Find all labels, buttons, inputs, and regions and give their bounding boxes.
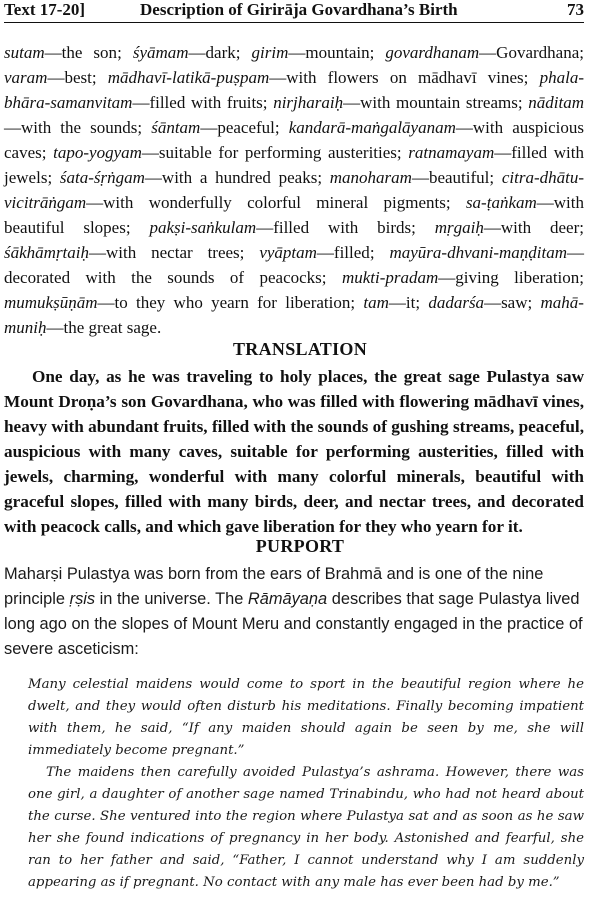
synonym-entry: vyāptam—filled [259,243,370,262]
translation-heading: TRANSLATION [233,339,367,359]
synonym-entry: sutam—the son [4,43,118,62]
quote-paragraph-1: Many celestial maidens would come to sport in the beautiful region where he dwelt, and they would often disturb his meditations. Finally becoming impatient with them, he said, “If any maiden should again be seen by me, she will immediately become pregnant.” [28,677,584,758]
synonym-meaning: to they who yearn for liberation [114,293,351,312]
synonym-meaning: with auspicious caves [4,118,584,162]
synonym-term: manoharam [329,168,412,187]
synonym-meaning: filled [333,243,370,262]
synonym-term: mṛgaiḥ [434,218,484,237]
synonym-entry: dadarśa—saw [428,293,528,312]
page-header [4,0,584,23]
synonym-entry: tapo-yogyam—suitable for performing austerities [53,143,397,162]
synonym-meaning: peaceful [217,118,275,137]
synonym-term: girim [251,43,289,62]
synonym-meaning: it [405,293,416,312]
synonym-entry: varam—best [4,68,92,87]
synonym-term: mahā-muniḥ [4,293,584,337]
synonym-meaning: the great sage [63,318,157,337]
synonym-entry: śyāmam—dark [132,43,236,62]
synonym-term: śyāmam [132,43,189,62]
synonym-entry: nirjharaiḥ—with mountain streams [273,93,518,112]
synonym-entry: mayūra-dhvani-maṇḍitam—decorated with the sounds of peacocks [4,243,584,287]
synonym-term: phala-bhāra-samanvitam [4,68,584,112]
synonym-meaning: dark [205,43,236,62]
purport-heading: PURPORT [255,536,345,556]
synonym-meaning: giving liberation [455,268,580,287]
synonym-meaning: beautiful [428,168,490,187]
synonym-entry: govardhanam—Govardhana [385,43,580,62]
synonym-entry: mṛgaiḥ—with deer [434,218,580,237]
synonym-term: mayūra-dhvani-maṇḍitam [389,243,567,262]
synonym-entry: mumukṣūṇām—to they who yearn for liberation [4,293,351,312]
synonym-term: vyāptam [259,243,317,262]
synonym-meaning: Govardhana [496,43,580,62]
synonym-meaning: mountain [305,43,370,62]
synonym-meaning: the son [61,43,118,62]
synonym-entry: mukti-pradam—giving liberation [341,268,580,287]
quote-paragraph-2: The maidens then carefully avoided Pulastya’s ashrama. However, there was one girl, a daughter of another sage named Trinabindu, who had not heard about the curse. She ventured into the region where Pulastya sat and as soon as he saw her she found indications of pregnancy in her body. Astonished and fearful, she ran to her father and said, “Father, I cannot understand why I am suddenly appearing as if pregnant. No contact with any male has ever been had by me.” [28,765,584,890]
synonym-meaning: with wonderfully colorful mineral pigments [103,193,446,212]
synonym-entry: manoharam—beautiful [329,168,490,187]
synonym-meaning: filled with birds [273,218,412,237]
synonym-meaning: with mountain streams [360,93,518,112]
synonym-meaning: with the sounds [21,118,138,137]
synonym-entry: girim—mountain [251,43,370,62]
synonym-meaning: with beautiful slopes [4,193,584,237]
synonym-term: tapo-yogyam [53,143,142,162]
synonym-entry: mādhavī-latikā-puṣpam—with flowers on mādhavī vines [107,68,524,87]
synonym-term: varam [4,68,48,87]
synonym-term: mādhavī-latikā-puṣpam [107,68,270,87]
purport-section [4,562,584,662]
synonym-meaning: with deer [500,218,580,237]
synonym-meaning: filled with fruits [149,93,263,112]
synonym-meaning: suitable for performing austerities [158,143,397,162]
synonym-entry: śāntam—peaceful [151,118,275,137]
synonym-meaning: with flowers on mādhavī vines [286,68,524,87]
chapter-title: Description of Girirāja Govardhana’s Birth [140,0,458,19]
purport-paragraph: Maharṣi Pulastya was born from the ears of Brahmā and is one of the nine principle ṛṣis in the universe. The Rāmāyaṇa describes that sage Pulastya lived long ago on the slopes of Mount Meru and constantly engaged in the practice of severe asceticism: [4,565,583,658]
synonym-entry: kandarā-maṅgalāyanam—with auspicious caves [4,118,584,162]
term-ramayana: Rāmāyaṇa [247,590,328,608]
synonym-entry: citra-dhātu-vicitrāṅgam—with wonderfully colorful mineral pigments [4,168,584,212]
synonym-entry: pakṣi-saṅkulam—filled with birds [149,218,412,237]
synonym-entry: ratnamayam—filled with jewels [4,143,584,187]
synonym-term: ratnamayam [408,143,495,162]
term-rsis: ṛṣis [69,590,96,608]
synonym-term: govardhanam [385,43,480,62]
synonym-term: kandarā-maṅgalāyanam [288,118,456,137]
synonym-entry: phala-bhāra-samanvitam—filled with fruits [4,68,584,112]
word-for-word-synonyms [4,40,584,340]
synonym-entry: sa-ṭaṅkam—with beautiful slopes [4,193,584,237]
synonym-term: pakṣi-saṅkulam [149,218,257,237]
section-reference: Text 17-20] [4,0,86,19]
synonym-term: śākhāmṛtaiḥ [4,243,89,262]
synonym-meaning: saw [501,293,528,312]
synonym-term: dadarśa [428,293,485,312]
synonym-term: śāntam [151,118,201,137]
synonym-term: tam [363,293,389,312]
synonym-meaning: decorated with the sounds of peacocks [4,268,322,287]
synonym-entry: tam—it [363,293,416,312]
synonym-meaning: with a hundred peaks [161,168,318,187]
translation-section [4,364,584,539]
synonym-meaning: filled with jewels [4,143,584,187]
synonym-entry: nāditam—with the sounds [4,93,584,137]
synonym-term: mukti-pradam [341,268,439,287]
synonym-meaning: best [64,68,92,87]
block-quote [28,674,584,894]
synonym-term: nāditam [528,93,584,112]
synonym-entry: mahā-muniḥ—the great sage [4,293,584,337]
synonym-term: sa-ṭaṅkam [465,193,537,212]
synonym-meaning: with nectar trees [106,243,240,262]
page-number: 73 [567,0,584,19]
synonym-term: mumukṣūṇām [4,293,98,312]
synonym-term: śata-śṛṅgam [59,168,145,187]
synonym-entry: śākhāmṛtaiḥ—with nectar trees [4,243,240,262]
synonym-term: citra-dhātu-vicitrāṅgam [4,168,584,212]
translation-text: One day, as he was traveling to holy places, the great sage Pulastya saw Mount Droṇa’s son Govardhana, who was filled with flowering mādhavī vines, heavy with abundant fruits, filled with the sounds of gushing streams, peaceful, auspicious with many caves, suitable for performing austerities, filled with jewels, charming, wonderful with many colorful minerals, beautiful with graceful slopes, filled with many birds, deer, and nectar trees, and decorated with peacock calls, and which gave liberation for they who yearn for it. [4,367,584,536]
synonym-term: sutam [4,43,45,62]
synonym-term: nirjharaiḥ [273,93,344,112]
synonym-entry: śata-śṛṅgam—with a hundred peaks [59,168,318,187]
synonyms-paragraph: sutam—the son; śyāmam—dark; girim—mountain; govardhanam—Govardhana; varam—best; mādhavī-latikā-puṣpam—with flowers on mādhavī vines; phala-bhāra-samanvitam—filled with fruits; nirjharaiḥ—with mountain streams; nāditam—with the sounds; śāntam—peaceful; kandarā-maṅgalāyanam—with auspicious caves; tapo-yogyam—suitable for performing austerities; ratnamayam—filled with jewels; śata-śṛṅgam—with a hundred peaks; manoharam—beautiful; citra-dhātu-vicitrāṅgam—with wonderfully colorful mineral pigments; sa-ṭaṅkam—with beautiful slopes; pakṣi-saṅkulam—filled with birds; mṛgaiḥ—with deer; śākhāmṛtaiḥ—with nectar trees; vyāptam—filled; mayūra-dhvani-maṇḍitam—decorated with the sounds of peacocks; mukti-pradam—giving liberation; mumukṣūṇām—to they who yearn for liberation; tam—it; dadarśa—saw; mahā-muniḥ—the great sage. [4,43,584,337]
